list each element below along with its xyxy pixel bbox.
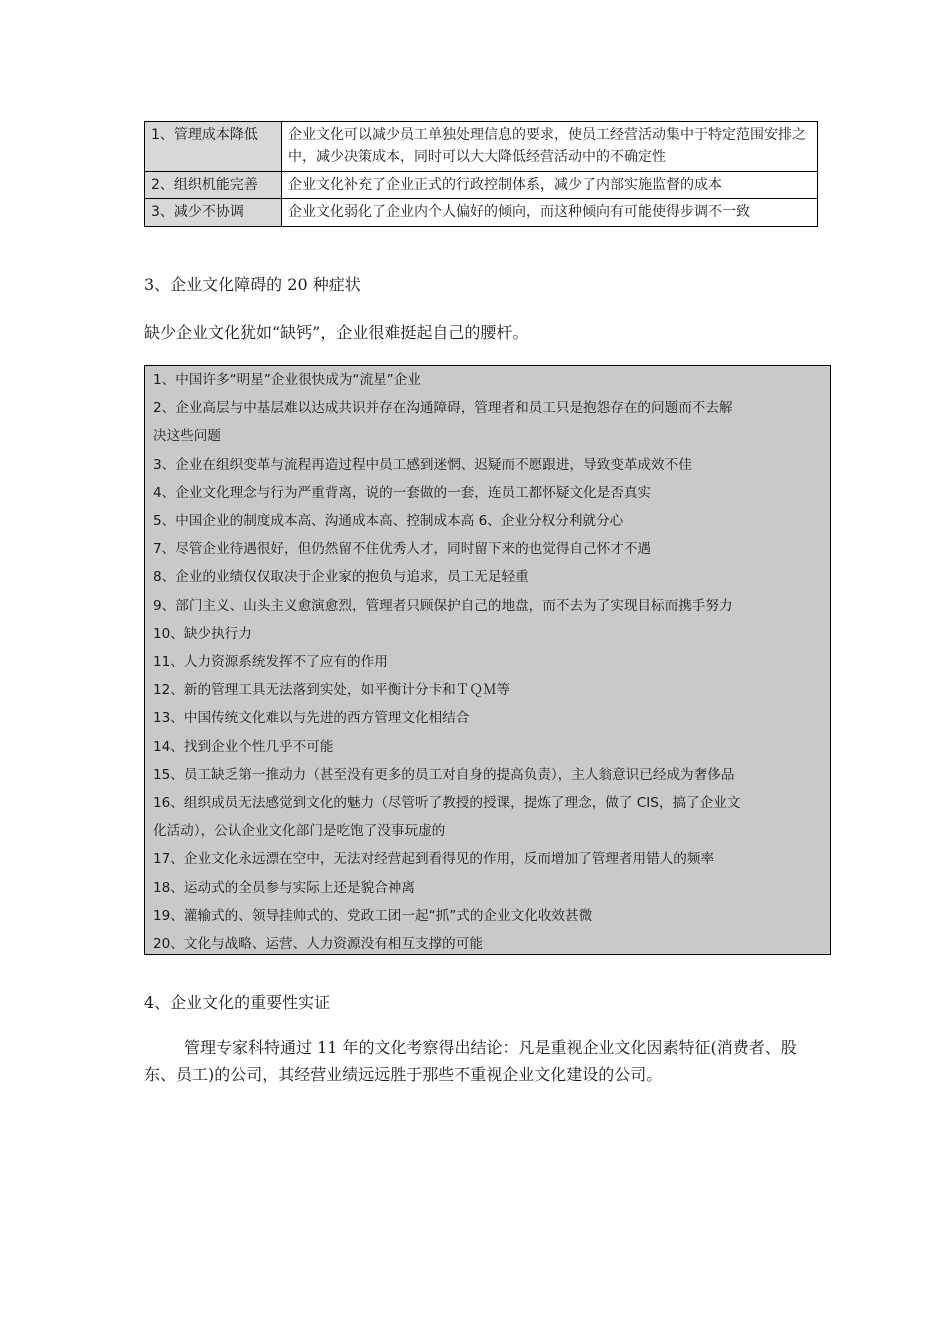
section-heading-4: 4、企业文化的重要性实证 <box>144 993 331 1012</box>
intro-sentence: 缺少企业文化犹如“缺钙”，企业很难挺起自己的腰杆。 <box>144 323 529 342</box>
list-item: 15、员工缺乏第一推动力（甚至没有更多的员工对自身的提高负责），主人翁意识已经成为奢侈品 <box>153 766 735 783</box>
list-item: 1、中国许多“明星”企业很快成为“流星”企业 <box>153 372 421 388</box>
table-cell-value: 企业文化弱化了企业内个人偏好的倾向，而这种倾向有可能使得步调不一致 <box>282 199 818 226</box>
list-item: 4、企业文化理念与行为严重背离，说的一套做的一套，连员工都怀疑文化是否真实 <box>153 484 652 501</box>
table-row <box>145 171 818 198</box>
benefits-table <box>144 121 818 227</box>
list-item: 7、尽管企业待遇很好，但仍然留不住优秀人才，同时留下来的也觉得自己怀才不遇 <box>153 541 652 558</box>
table-cell-key: 1、管理成本降低 <box>145 122 282 172</box>
list-item: 8、企业的业绩仅仅取决于企业家的抱负与追求，员工无足轻重 <box>153 569 529 586</box>
table-cell-value: 企业文化可以减少员工单独处理信息的要求，使员工经营活动集中于特定范围安排之中，减少决策成本，同时可以大大降低经营活动中的不确定性 <box>282 122 818 172</box>
list-item: 13、中国传统文化难以与先进的西方管理文化相结合 <box>153 710 470 727</box>
list-item: 决这些问题 <box>153 428 221 445</box>
list-item: 9、部门主义、山头主义愈演愈烈，管理者只顾保护自己的地盘，而不去为了实现目标而携手努力 <box>153 597 733 614</box>
list-item: 2、企业高层与中基层难以达成共识并存在沟通障碍，管理者和员工只是抱怨存在的问题而不去解 <box>153 400 733 417</box>
body-paragraph <box>144 1034 808 1088</box>
table-row <box>145 199 818 226</box>
list-item: 14、找到企业个性几乎不可能 <box>153 738 334 755</box>
body-paragraph-text: 管理专家科特通过 11 年的文化考察得出结论：凡是重视企业文化因素特征(消费者、股东、员工)的公司，其经营业绩远远胜于那些不重视企业文化建设的公司。 <box>144 1038 797 1084</box>
section-heading-3: 3、企业文化障碍的 20 种症状 <box>144 275 361 294</box>
list-item: 20、文化与战略、运营、人力资源没有相互支撑的可能 <box>153 936 483 953</box>
symptoms-box <box>144 365 831 955</box>
list-item: 10、缺少执行力 <box>153 625 252 642</box>
list-item: 17、企业文化永远漂在空中，无法对经营起到看得见的作用，反而增加了管理者用错人的频率 <box>153 851 715 868</box>
table-cell-key: 2、组织机能完善 <box>145 171 282 198</box>
table-cell-value: 企业文化补充了企业正式的行政控制体系，减少了内部实施监督的成本 <box>282 171 818 198</box>
list-item: 18、运动式的全员参与实际上还是貌合神离 <box>153 879 415 896</box>
list-item: 12、新的管理工具无法落到实处，如平衡计分卡和ＴＱＭ等 <box>153 682 511 699</box>
list-item: 3、企业在组织变革与流程再造过程中员工感到迷惘、迟疑而不愿跟进，导致变革成效不佳 <box>153 456 692 473</box>
list-item: 19、灌输式的、领导挂帅式的、党政工团一起“抓”式的企业文化收效甚微 <box>153 907 593 924</box>
table-cell-key: 3、减少不协调 <box>145 199 282 226</box>
table-row <box>145 122 818 172</box>
list-item: 5、中国企业的制度成本高、沟通成本高、控制成本高 6、企业分权分利就分心 <box>153 513 624 530</box>
list-item: 16、组织成员无法感觉到文化的魅力（尽管听了教授的授课，提炼了理念，做了 CIS，搞了企业文 <box>153 795 741 812</box>
list-item: 化活动），公认企业文化部门是吃饱了没事玩虚的 <box>153 823 446 840</box>
list-item: 11、人力资源系统发挥不了应有的作用 <box>153 654 388 671</box>
